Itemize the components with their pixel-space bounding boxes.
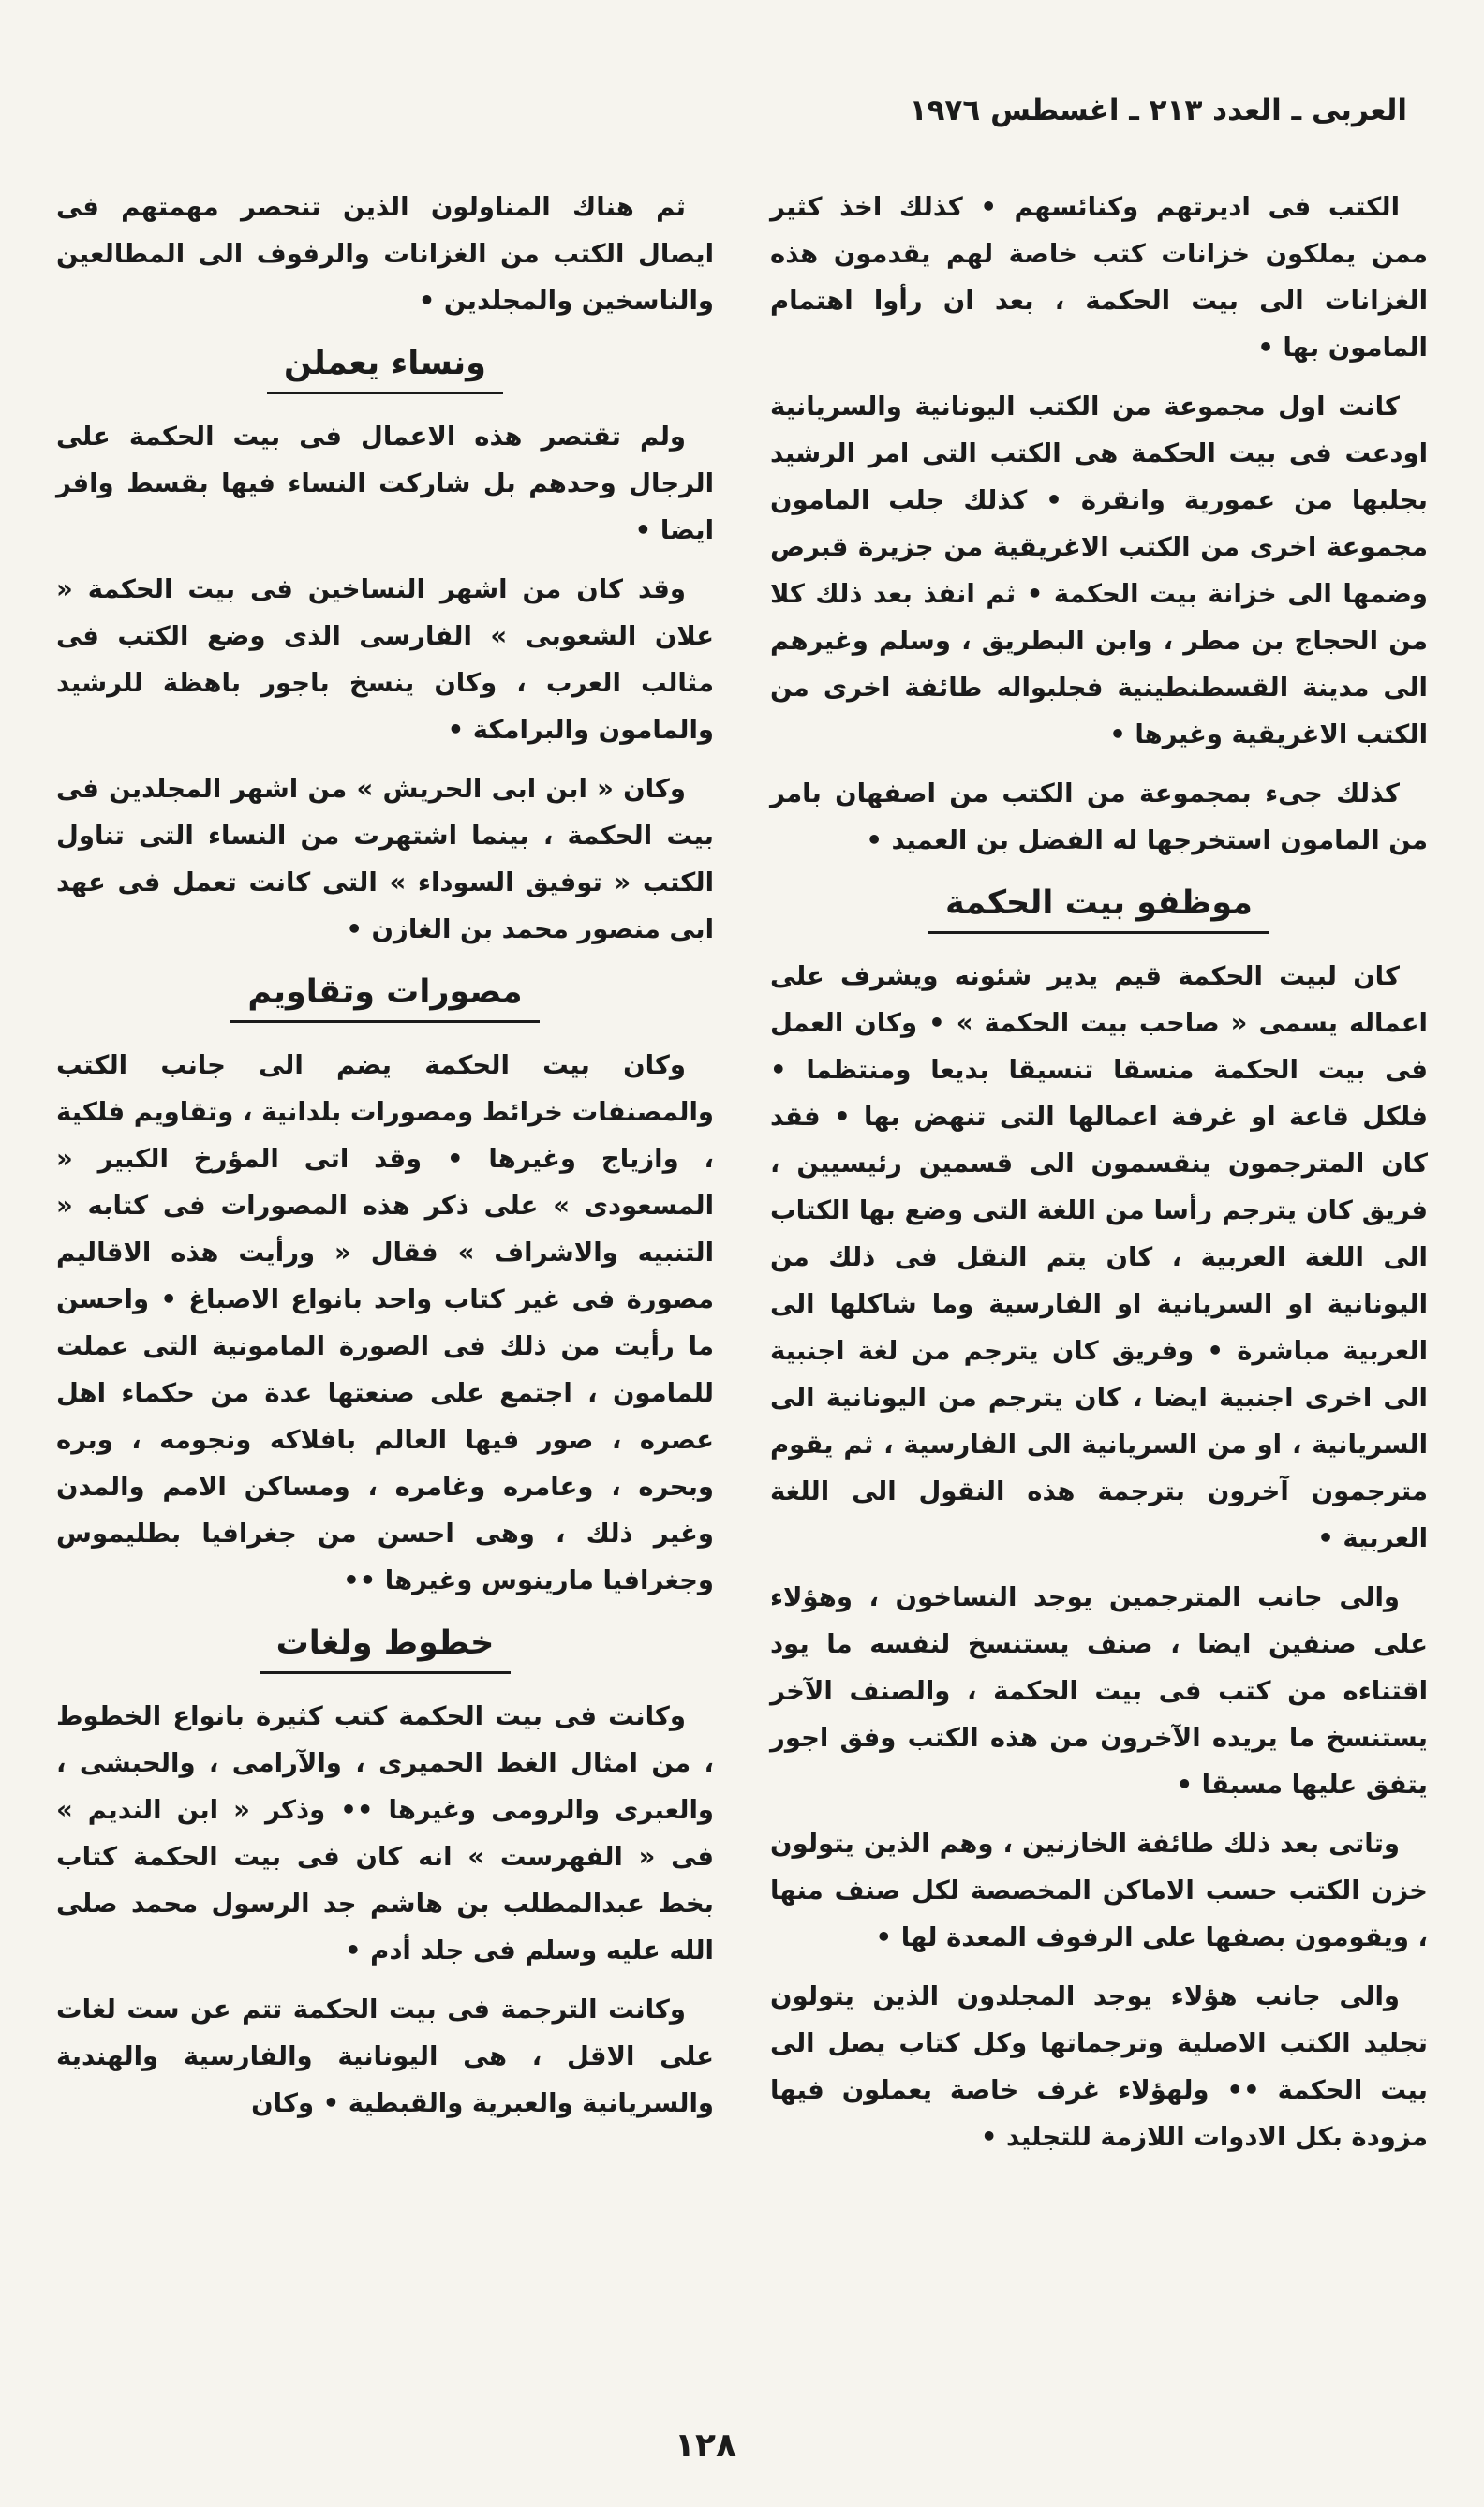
paragraph: وكان « ابن ابى الحريش » من اشهر المجلدين فى بيت الحكمة ، بينما اشتهرت من النساء التى تناول الكتب « توفيق السوداء » التى كانت تعمل فى عهد ابى منصور محمد بن الغازن • <box>56 774 714 944</box>
paragraph: وكان بيت الحكمة يضم الى جانب الكتب والمصنفات خرائط ومصورات بلدانية ، وتقاويم فلكية ، وازياج وغيرها • وقد اتى المؤرخ الكبير « المسعودى » على ذكر هذه المصورات فى كتابه « التنبيه والاشراف » فقال « ورأيت هذه الاقاليم مصورة فى غير كتاب واحد بانواع الاصباغ • واحسن ما رأيت من ذلك فى الصورة المامونية التى عملت للمامون ، اجتمع على صنعتها عدة من حكماء اهل عصره ، صور فيها العالم بافلاكه ونجومه ، وبره وبحره ، وعامره وغامره ، ومساكن الامم والمدن وغير ذلك ، وهى احسن من جغرافيا بطليموس وجغرافيا مارينوس وغيرها •• <box>56 1050 714 1595</box>
running-header: العربى ـ العدد ٢١٣ ـ اغسطس ١٩٧٦ <box>909 94 1407 127</box>
paragraph: والى جانب المترجمين يوجد النساخون ، وهؤلاء على صنفين ايضا ، صنف يستنسخ لنفسه ما يود اقتناءه من كتب فى بيت الحكمة ، والصنف الآخر يستنسخ ما يريده الآخرون من هذه الكتب وفق اجور يتفق عليها مسبقا • <box>770 1582 1428 1800</box>
right-column <box>770 184 1428 2173</box>
paragraph: كذلك جىء بمجموعة من الكتب من اصفهان بامر من المامون استخرجها له الفضل بن العميد • <box>770 779 1428 855</box>
section-heading-text: خطوط ولغات <box>260 1624 512 1674</box>
section-heading-text: موظفو بيت الحكمة <box>928 884 1269 934</box>
paragraph: ولم تقتصر هذه الاعمال فى بيت الحكمة على الرجال وحدهم بل شاركت النساء فيها بقسط وافر ايضا • <box>56 422 714 545</box>
section-heading <box>56 345 714 394</box>
left-column <box>56 184 714 2139</box>
paragraph: وكانت الترجمة فى بيت الحكمة تتم عن ست لغات على الاقل ، هى اليونانية والفارسية والهندية والسريانية والعبرية والقبطية • وكان <box>56 1995 714 2118</box>
paragraph: والى جانب هؤلاء يوجد المجلدون الذين يتولون تجليد الكتب الاصلية وترجماتها وكل كتاب يصل الى بيت الحكمة •• ولهؤلاء غرف خاصة يعملون فيها مزودة بكل الادوات اللازمة للتجليد • <box>770 1981 1428 2152</box>
paragraph: كانت اول مجموعة من الكتب اليونانية والسريانية اودعت فى بيت الحكمة هى الكتب التى امر الرشيد بجلبها من عمورية وانقرة • كذلك جلب المامون مجموعة اخرى من الكتب الاغريقية من جزيرة قبرص وضمها الى خزانة بيت الحكمة • ثم انفذ بعد ذلك كلا من الحجاج بن مطر ، وابن البطريق ، وسلم وغيرهم الى مدينة القسطنطينية فجلبواله طائفة اخرى من الكتب الاغريقية وغيرها • <box>770 392 1428 749</box>
page-number: ١٢٨ <box>675 2426 736 2465</box>
section-heading <box>770 884 1428 934</box>
paragraph: كان لبيت الحكمة قيم يدير شئونه ويشرف على اعماله يسمى « صاحب بيت الحكمة » • وكان العمل فى بيت الحكمة منسقا تنسيقا بديعا ومنتظما • فلكل قاعة او غرفة اعمالها التى تنهض بها • فقد كان المترجمون ينقسمون الى قسمين رئيسيين ، فريق كان يترجم رأسا من اللغة التى وضع بها الكتاب الى اللغة العربية ، كان يتم النقل فى ذلك من اليونانية او السريانية او الفارسية وما شاكلها الى العربية مباشرة • وفريق كان يترجم من لغة اجنبية الى اخرى اجنبية ايضا ، كان يترجم من اليونانية الى السريانية ، او من السريانية الى الفارسية ، ثم يقوم مترجمون آخرون بترجمة هذه النقول الى اللغة العربية • <box>770 961 1428 1553</box>
paragraph: وكانت فى بيت الحكمة كتب كثيرة بانواع الخطوط ، من امثال الغط الحميرى ، والآرامى ، والحبشى ، والعبرى والرومى وغيرها •• وذكر « ابن النديم » فى « الفهرست » انه كان فى بيت الحكمة كتاب بخط عبدالمطلب بن هاشم جد الرسول محمد صلى الله عليه وسلم فى جلد أدم • <box>56 1701 714 1966</box>
paragraph: وقد كان من اشهر النساخين فى بيت الحكمة « علان الشعوبى » الفارسى الذى وضع الكتب فى مثالب العرب ، وكان ينسخ باجور باهظة للرشيد والمامون والبرامكة • <box>56 574 714 745</box>
section-heading-text: ونساء يعملن <box>267 345 503 394</box>
section-heading <box>56 973 714 1023</box>
paragraph: ثم هناك المناولون الذين تنحصر مهمتهم فى ايصال الكتب من الغزانات والرفوف الى المطالعين والناسخين والمجلدين • <box>56 192 714 316</box>
paragraph: الكتب فى اديرتهم وكنائسهم • كذلك اخذ كثير ممن يملكون خزانات كتب خاصة لهم يقدمون هذه الغزانات الى بيت الحكمة ، بعد ان رأوا اهتمام المامون بها • <box>770 192 1428 363</box>
section-heading <box>56 1624 714 1674</box>
section-heading-text: مصورات وتقاويم <box>230 973 539 1023</box>
paragraph: وتاتى بعد ذلك طائفة الخازنين ، وهم الذين يتولون خزن الكتب حسب الاماكن المخصصة لكل صنف منها ، ويقومون بصفها على الرفوف المعدة لها • <box>770 1829 1428 1952</box>
